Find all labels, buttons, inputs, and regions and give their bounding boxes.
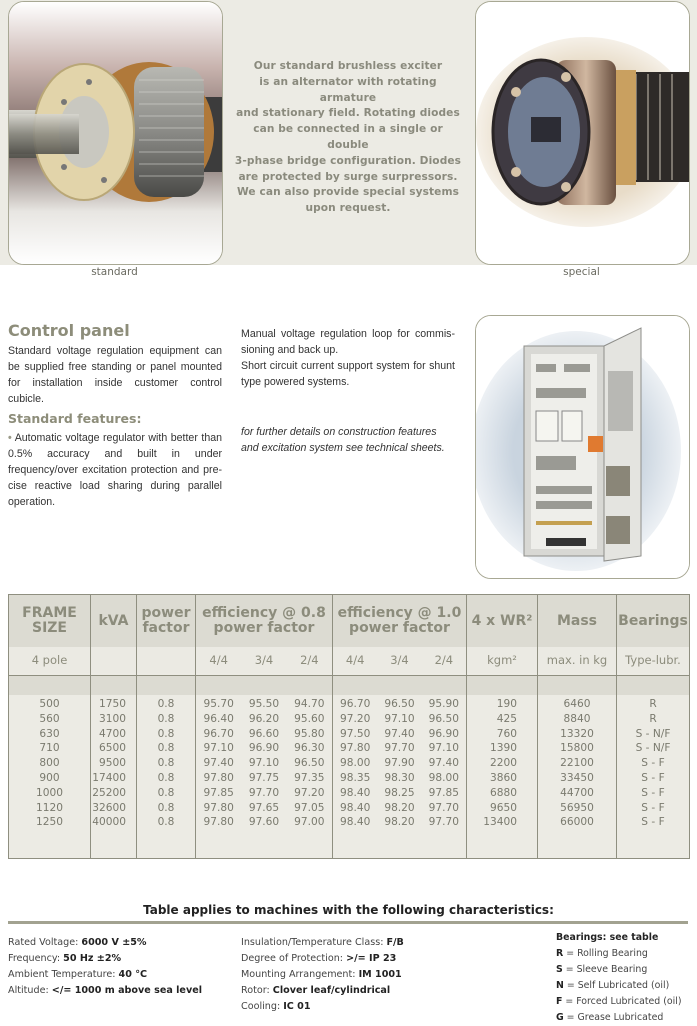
- cell-efficiency-10: 98.30: [384, 771, 415, 784]
- header-text: efficiency @ 1.0: [337, 605, 462, 621]
- legend-text: Grease Lubricated: [577, 1012, 664, 1023]
- spacer-row: [467, 675, 537, 695]
- divider-rule: [8, 921, 688, 924]
- intro-line: Our standard brushless exciter: [253, 60, 443, 72]
- control-cabinet-image-icon: [476, 316, 689, 578]
- spec-value: </= 1000 m above sea level: [51, 985, 202, 996]
- cell-bearing: R: [649, 712, 657, 725]
- cell-efficiency-10: 97.80: [340, 742, 371, 755]
- cell-efficiency-10: 97.70: [428, 801, 459, 814]
- cell-inertia: 3860: [490, 771, 517, 784]
- spec-label: Degree of Protection:: [241, 953, 347, 964]
- standard-features-title: Standard features:: [8, 411, 142, 426]
- special-exciter-photo: [475, 1, 690, 265]
- spec-label: Rotor:: [241, 985, 273, 996]
- cell-efficiency-10: 98.25: [384, 786, 415, 799]
- subheader-empty: [91, 647, 136, 673]
- cell-efficiency-08: 97.40: [203, 757, 234, 770]
- cell-kva: 3100: [99, 712, 126, 725]
- legend-sep: =: [563, 948, 578, 959]
- cell-efficiency-10: 96.50: [384, 698, 415, 710]
- intro-line: and stationary field. Rotating diodes: [236, 107, 460, 120]
- cell-efficiency-08: 94.70: [294, 698, 325, 710]
- cell-kva: 4700: [99, 727, 126, 740]
- bearing-legend: [556, 930, 681, 1026]
- cell-bearing: R: [649, 698, 657, 710]
- legend-item: [556, 962, 681, 978]
- cell-efficiency-10: 97.70: [384, 742, 415, 755]
- cell-frame-size: 800: [39, 757, 60, 770]
- column-efficiency-10: [333, 595, 467, 858]
- spec-value: >/= IP 23: [346, 953, 397, 964]
- cell-bearing: S - F: [641, 757, 665, 770]
- cell-frame-size: 630: [39, 727, 60, 740]
- cell-efficiency-10: 98.20: [384, 816, 415, 829]
- spacer-row: [9, 675, 90, 695]
- legend-item: [556, 994, 681, 1010]
- cell-frame-size: 710: [39, 742, 60, 755]
- legend-sep: =: [563, 980, 578, 991]
- cell-efficiency-10-group: [333, 771, 466, 786]
- cell-efficiency-08: 97.85: [203, 786, 234, 799]
- subheader-load-fractions: [333, 647, 466, 673]
- legend-text: Sleeve Bearing: [576, 964, 648, 975]
- cell-efficiency-08: 95.60: [294, 712, 325, 725]
- cell-efficiency-08: 96.20: [248, 712, 280, 725]
- cell-efficiency-08: 97.00: [294, 816, 325, 829]
- column-efficiency-08: [196, 595, 333, 858]
- cell-efficiency-08: 96.90: [248, 742, 280, 755]
- cell-kva: 9500: [99, 757, 126, 770]
- cell-mass: 6460: [563, 698, 591, 710]
- efficiency-08-values: [196, 697, 332, 830]
- cell-mass: 33450: [560, 771, 594, 784]
- cell-kva: 17400: [92, 771, 126, 784]
- cell-mass: 66000: [560, 816, 594, 829]
- legend-key: R: [556, 948, 564, 959]
- legend-key: G: [556, 1012, 564, 1023]
- spec-label: Cooling:: [241, 1001, 284, 1012]
- cell-bearing: S - F: [641, 816, 665, 829]
- intro-line: upon request.: [305, 202, 391, 215]
- spec-value: IM 1001: [358, 969, 402, 980]
- rotor-image-icon: [9, 2, 222, 264]
- exciter-description: [232, 59, 464, 217]
- legend-text: Self Lubricated (oil): [577, 980, 670, 991]
- cell-efficiency-08: 97.70: [248, 786, 280, 799]
- spec-line: [8, 983, 202, 999]
- feature-short-circuit: Short circuit current support system for shunt type powered systems.: [241, 360, 455, 388]
- feature-manual-loop: Manual voltage regulation loop for commis-sioning and back up.: [241, 328, 455, 356]
- legend-sep: =: [563, 1012, 578, 1023]
- power-factor-values: [137, 697, 195, 830]
- control-cubicle-photo: [475, 315, 690, 579]
- intro-line: can be connected in a single or double: [253, 123, 443, 151]
- cell-efficiency-10: 95.90: [428, 698, 459, 710]
- header-efficiency-10: [333, 595, 466, 647]
- spec-line: [8, 967, 202, 983]
- spacer-row: [196, 675, 332, 695]
- cell-efficiency-08-group: [196, 756, 332, 771]
- cell-efficiency-08-group: [196, 712, 332, 727]
- cell-power-factor: 0.8: [157, 801, 175, 814]
- cell-mass: 56950: [560, 801, 594, 814]
- cell-efficiency-08: 96.50: [294, 757, 325, 770]
- cell-efficiency-10: 96.90: [428, 727, 459, 740]
- intro-line: is an alternator with rotating armature: [259, 75, 437, 104]
- cell-bearing: S - N/F: [635, 742, 671, 755]
- cell-efficiency-08: 97.35: [294, 771, 325, 784]
- header-power-factor: [137, 595, 195, 647]
- cell-efficiency-10: 97.50: [340, 727, 371, 740]
- subheader-4-4: 4/4: [345, 653, 365, 667]
- cell-efficiency-10: 96.50: [428, 712, 459, 725]
- cell-efficiency-08-group: [196, 771, 332, 786]
- frame-size-values: [9, 697, 90, 830]
- column-inertia: [467, 595, 538, 858]
- bullet-icon: •: [8, 432, 12, 444]
- spec-value: F/B: [386, 937, 404, 948]
- legend-sep: =: [562, 996, 577, 1007]
- spec-label: Mounting Arrangement:: [241, 969, 359, 980]
- control-panel-title: Control panel: [8, 321, 130, 340]
- header-text: power factor: [349, 620, 450, 636]
- column-mass: [538, 595, 617, 858]
- cell-efficiency-08-group: [196, 801, 332, 816]
- cell-kva: 40000: [92, 816, 126, 829]
- header-text: factor: [142, 620, 190, 636]
- intro-line: We can also provide special systems: [236, 186, 460, 199]
- cell-efficiency-08: 95.80: [294, 727, 325, 740]
- cell-power-factor: 0.8: [157, 698, 175, 710]
- spec-value: Clover leaf/cylindrical: [272, 985, 391, 996]
- cell-efficiency-10: 98.40: [340, 816, 371, 829]
- spec-label: Ambient Temperature:: [8, 969, 119, 980]
- header-text: FRAME: [22, 605, 77, 621]
- intro-line: are protected by surge surpressors.: [238, 170, 458, 183]
- cell-mass: 22100: [560, 757, 594, 770]
- feature-avr: [8, 430, 222, 510]
- cell-efficiency-08: 97.05: [294, 801, 325, 814]
- standard-exciter-photo: [8, 1, 223, 265]
- cell-efficiency-08: 96.60: [248, 727, 280, 740]
- cell-bearing: S - F: [641, 801, 665, 814]
- subheader-4-pole: 4 pole: [9, 647, 90, 673]
- cell-efficiency-08: 96.70: [203, 727, 234, 740]
- cell-efficiency-10: 97.70: [428, 816, 459, 829]
- header-text: efficiency @ 0.8: [202, 605, 326, 621]
- cell-efficiency-08-group: [196, 727, 332, 742]
- cell-inertia: 425: [496, 712, 517, 725]
- intro-line: 3-phase bridge configuration. Diodes: [234, 154, 462, 167]
- header-text: power: [141, 605, 191, 621]
- efficiency-10-values: [333, 697, 466, 830]
- cell-efficiency-08: 95.70: [203, 698, 234, 710]
- cell-efficiency-10: 97.20: [340, 712, 371, 725]
- cell-frame-size: 1000: [36, 786, 63, 799]
- cell-power-factor: 0.8: [157, 757, 175, 770]
- cell-efficiency-08: 96.40: [203, 712, 234, 725]
- cell-efficiency-10: 97.40: [384, 727, 415, 740]
- cell-efficiency-10: 98.00: [340, 757, 371, 770]
- cell-efficiency-08: 97.10: [203, 742, 234, 755]
- cell-mass: 8840: [563, 712, 591, 725]
- cell-efficiency-10-group: [333, 727, 466, 742]
- cell-efficiency-10: 97.90: [384, 757, 415, 770]
- header-bearings: Bearings: [617, 595, 689, 647]
- cell-inertia: 9650: [490, 801, 517, 814]
- cell-power-factor: 0.8: [157, 771, 175, 784]
- cell-power-factor: 0.8: [157, 786, 175, 799]
- spec-value: 6000 V ±5%: [81, 937, 147, 948]
- characteristics-title: Table applies to machines with the following characteristics:: [143, 903, 554, 917]
- cell-efficiency-10: 97.85: [428, 786, 459, 799]
- legend-text: Rolling Bearing: [577, 948, 648, 959]
- spec-value: 50 Hz ±2%: [63, 953, 122, 964]
- cell-efficiency-08-group: [196, 815, 332, 830]
- spec-label: Altitude:: [8, 985, 52, 996]
- subheader-3-4: 3/4: [390, 653, 409, 667]
- header-inertia: 4 x WR²: [467, 595, 537, 647]
- cell-efficiency-08: 97.75: [248, 771, 280, 784]
- legend-text: Forced Lubricated (oil): [576, 996, 682, 1007]
- cell-inertia: 1390: [490, 742, 517, 755]
- spacer-row: [538, 675, 616, 695]
- cell-efficiency-08: 97.80: [203, 816, 234, 829]
- exciter-data-table: [8, 594, 690, 859]
- spec-label: Insulation/Temperature Class:: [241, 937, 387, 948]
- inertia-values: [467, 697, 537, 830]
- cell-inertia: 190: [496, 698, 517, 710]
- spec-label: Rated Voltage:: [8, 937, 82, 948]
- spacer-row: [617, 675, 689, 695]
- cell-efficiency-08: 97.65: [248, 801, 280, 814]
- header-text: power factor: [213, 620, 315, 636]
- cell-efficiency-08-group: [196, 741, 332, 756]
- cell-efficiency-10-group: [333, 712, 466, 727]
- column-bearings: [617, 595, 689, 858]
- spacer-row: [91, 675, 136, 695]
- cell-bearing: S - N/F: [635, 727, 671, 740]
- cell-efficiency-10-group: [333, 741, 466, 756]
- spec-line: [241, 983, 404, 999]
- cell-inertia: 760: [496, 727, 517, 740]
- cell-kva: 32600: [92, 801, 126, 814]
- cell-power-factor: 0.8: [157, 727, 175, 740]
- subheader-kgm2: kgm²: [467, 647, 537, 673]
- cell-power-factor: 0.8: [157, 712, 175, 725]
- cell-efficiency-08: 97.10: [248, 757, 280, 770]
- cell-bearing: S - F: [641, 786, 665, 799]
- special-rotor-image-icon: [476, 2, 689, 264]
- legend-items: [556, 946, 681, 1026]
- cell-efficiency-08-group: [196, 697, 332, 712]
- cell-power-factor: 0.8: [157, 742, 175, 755]
- control-panel-intro: Standard voltage regulation equipment can be supplied free standing or panel mounted for installation inside customer control cubicle.: [8, 345, 222, 405]
- cell-efficiency-10: 98.40: [340, 801, 371, 814]
- legend-key: N: [556, 980, 564, 991]
- header-efficiency-08: [196, 595, 332, 647]
- spec-value: 40 °C: [118, 969, 148, 980]
- cell-efficiency-08: 97.80: [203, 771, 234, 784]
- spec-label: Frequency:: [8, 953, 64, 964]
- legend-item: [556, 946, 681, 962]
- cell-efficiency-10: 97.40: [428, 757, 459, 770]
- cell-kva: 1750: [99, 698, 126, 710]
- spec-line: [241, 967, 404, 983]
- cell-frame-size: 500: [39, 698, 60, 710]
- cell-efficiency-10: 96.70: [340, 698, 371, 710]
- cell-efficiency-10-group: [333, 815, 466, 830]
- cell-mass: 15800: [560, 742, 594, 755]
- header-kva: kVA: [91, 595, 136, 647]
- cell-efficiency-10: 98.40: [340, 786, 371, 799]
- subheader-2-4: 2/4: [434, 653, 454, 667]
- spec-line: [241, 951, 404, 967]
- technical-sheets-note: for further details on construction features and excitation system see technical sheets.: [241, 426, 445, 454]
- subheader-load-fractions: [196, 647, 332, 673]
- legend-key: F: [556, 996, 563, 1007]
- spacer-row: [333, 675, 466, 695]
- subheader-empty: [137, 647, 195, 673]
- spec-line: [241, 999, 404, 1015]
- subheader-3-4: 3/4: [254, 653, 274, 667]
- cell-efficiency-10-group: [333, 786, 466, 801]
- spec-line: [241, 935, 404, 951]
- subheader-4-4: 4/4: [209, 653, 228, 667]
- cell-power-factor: 0.8: [157, 816, 175, 829]
- bearing-values: [617, 697, 689, 830]
- cell-frame-size: 1250: [36, 816, 63, 829]
- feature-avr-text: Automatic voltage regulator with better than 0.5% accuracy and built in under frequency/over excitation protection and pre-cise reactive load sharing during parallel operation.: [8, 432, 223, 508]
- cell-efficiency-10-group: [333, 697, 466, 712]
- header-text: SIZE: [31, 620, 67, 636]
- specs-middle: [241, 935, 404, 1015]
- legend-key: S: [556, 964, 563, 975]
- column-power-factor: [137, 595, 196, 858]
- cell-frame-size: 1120: [36, 801, 63, 814]
- legend-sep: =: [562, 964, 577, 975]
- cell-efficiency-10-group: [333, 801, 466, 816]
- legend-title: Bearings: see table: [556, 932, 659, 943]
- kva-values: [91, 697, 136, 830]
- header-mass: Mass: [538, 595, 616, 647]
- spacer-row: [137, 675, 195, 695]
- subheader-type-lubr: Type-lubr.: [617, 647, 689, 673]
- cell-efficiency-08: 97.20: [294, 786, 325, 799]
- standard-caption: standard: [91, 266, 138, 278]
- cell-efficiency-08: 97.60: [248, 816, 280, 829]
- cell-inertia: 2200: [490, 757, 517, 770]
- spec-line: [8, 951, 202, 967]
- cell-efficiency-08: 95.50: [248, 698, 280, 710]
- column-frame-size: [9, 595, 91, 858]
- cell-efficiency-10: 98.00: [428, 771, 459, 784]
- specs-left: [8, 935, 202, 999]
- cell-bearing: S - F: [641, 771, 665, 784]
- cell-efficiency-08-group: [196, 786, 332, 801]
- mass-values: [538, 697, 616, 830]
- cell-efficiency-08: 96.30: [294, 742, 325, 755]
- cell-frame-size: 560: [39, 712, 60, 725]
- cell-inertia: 13400: [483, 816, 517, 829]
- cell-efficiency-10-group: [333, 756, 466, 771]
- spec-value: IC 01: [283, 1001, 311, 1012]
- cell-efficiency-10: 97.10: [384, 712, 415, 725]
- cell-kva: 6500: [99, 742, 126, 755]
- header-frame-size: [9, 595, 90, 647]
- cell-efficiency-10: 98.20: [384, 801, 415, 814]
- cell-efficiency-08: 97.80: [203, 801, 234, 814]
- legend-item: [556, 978, 681, 994]
- cell-mass: 13320: [560, 727, 594, 740]
- subheader-max-kg: max. in kg: [538, 647, 616, 673]
- special-caption: special: [563, 266, 600, 278]
- cell-inertia: 6880: [490, 786, 517, 799]
- column-kva: [91, 595, 137, 858]
- spec-line: [8, 935, 202, 951]
- cell-efficiency-10: 97.10: [428, 742, 459, 755]
- cell-frame-size: 900: [39, 771, 60, 784]
- cell-mass: 44700: [560, 786, 594, 799]
- cell-kva: 25200: [92, 786, 126, 799]
- subheader-2-4: 2/4: [300, 653, 319, 667]
- cell-efficiency-10: 98.35: [340, 771, 371, 784]
